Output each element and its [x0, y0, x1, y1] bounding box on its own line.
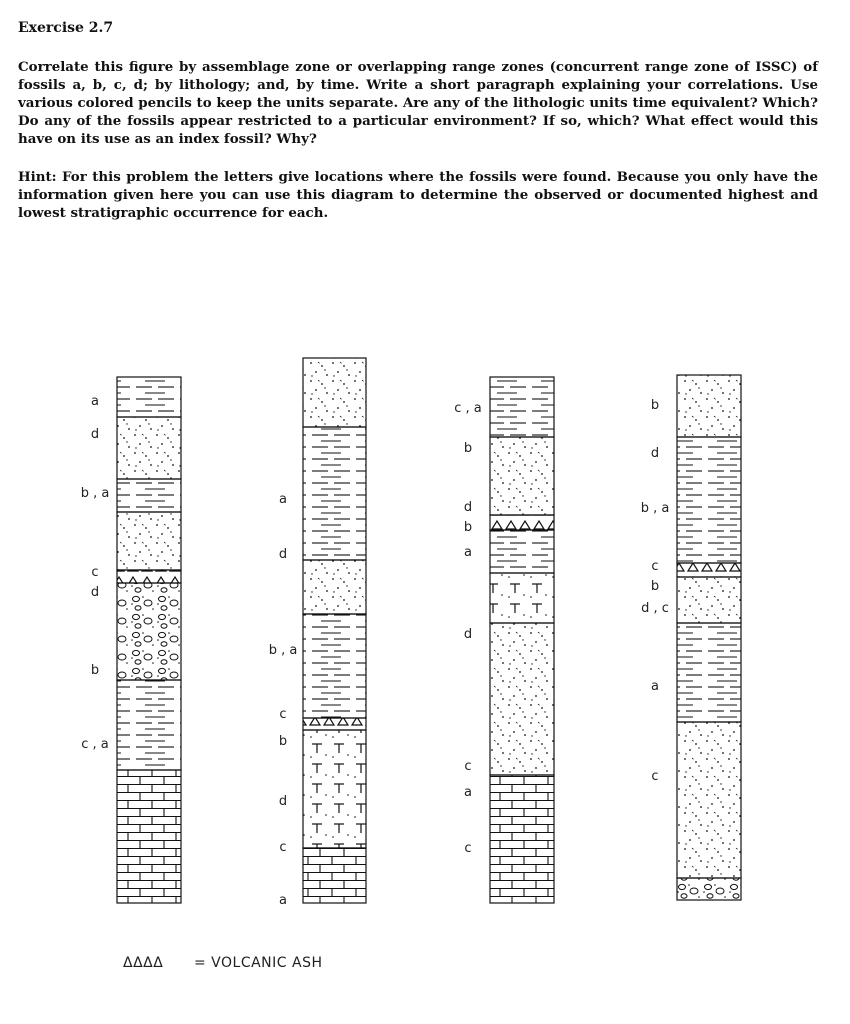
fossil-label: c — [651, 769, 659, 784]
lime-bed — [490, 775, 554, 903]
shale-bed — [117, 479, 181, 512]
ash-bed — [490, 515, 554, 530]
sand-bed — [677, 722, 741, 878]
exercise-title: Exercise 2.7 — [18, 20, 114, 36]
fossil-label: d — [650, 446, 660, 461]
stratigraphic-column-3 — [490, 377, 554, 903]
fossil-label: d , c — [641, 601, 669, 616]
fossil-bed — [490, 573, 554, 623]
fossil-label: d — [278, 794, 288, 809]
fossil-label: c — [464, 759, 472, 774]
legend-volcanic-ash-text: = VOLCANIC ASH — [194, 955, 323, 971]
fossil-label: a — [464, 545, 472, 560]
fossil-bed — [303, 730, 366, 848]
fossil-label: d — [278, 547, 288, 562]
fossil-label: d — [90, 427, 100, 442]
sand-bed — [490, 437, 554, 515]
fossil-label: b — [650, 579, 660, 594]
stratigraphic-column-2 — [303, 358, 366, 903]
fossil-label: b , a — [80, 486, 110, 501]
cong-bed — [677, 878, 741, 900]
shale-bed — [117, 680, 181, 770]
fossil-label: b , a — [268, 643, 298, 658]
stratigraphic-column-1 — [117, 377, 181, 903]
fossil-label: c — [464, 841, 472, 856]
fossil-label: d — [463, 500, 473, 515]
instructions-paragraph: Correlate this figure by assemblage zone or overlapping range zones (concurrent range zone of ISSC) of fossils a, b, c, d; by lithology; and, by time. Write a short paragraph explaining your correlations. Use various colored pencils to keep the units separate. Are any of the lithologic units time equivalent? Which? Do any of the fossils appear restricted to a particular environment? If so, which? What effect would this have on its use as an index fossil? Why? — [18, 59, 818, 147]
lime-bed — [303, 848, 366, 903]
shale-bed — [117, 377, 181, 417]
fossil-label: a — [279, 492, 287, 507]
fossil-label: d — [463, 627, 473, 642]
shale-bed — [303, 427, 366, 560]
fossil-label: b — [278, 734, 288, 749]
sand-bed — [303, 358, 366, 427]
ash-bed — [677, 563, 741, 577]
shale-bed — [490, 377, 554, 437]
fossil-label: c , a — [81, 737, 109, 752]
shale-bed — [490, 530, 554, 573]
sand-bed — [677, 577, 741, 623]
sand-bed — [117, 512, 181, 570]
lime-bed — [117, 770, 181, 903]
fossil-label: b — [650, 398, 660, 413]
shale-bed — [677, 437, 741, 563]
legend-ash-symbol: ΔΔΔΔ — [123, 955, 164, 971]
cong-bed — [117, 583, 181, 680]
sand-bed — [490, 623, 554, 775]
shale-bed — [303, 614, 366, 718]
fossil-label: c — [279, 707, 287, 722]
fossil-label: c , a — [454, 401, 482, 416]
sand-bed — [303, 560, 366, 614]
fossil-label: a — [651, 679, 659, 694]
hint-paragraph: Hint: For this problem the letters give locations where the fossils were found. Because you only have the information given here you can use this diagram to determine the observed or documented highest and lowest stratigraphic occurrence for each. — [18, 169, 818, 221]
sand-bed — [677, 375, 741, 437]
fossil-label: c — [91, 565, 99, 580]
fossil-label: d — [90, 585, 100, 600]
fossil-label: a — [279, 893, 287, 908]
fossil-label: c — [279, 840, 287, 855]
fossil-label: c — [651, 559, 659, 574]
ash-bed — [117, 570, 181, 583]
fossil-label: b — [463, 520, 473, 535]
fossil-label: b — [463, 441, 473, 456]
stratigraphic-column-4 — [677, 375, 741, 900]
sand-bed — [117, 417, 181, 479]
fossil-label: b , a — [640, 501, 670, 516]
shale-bed — [677, 623, 741, 722]
fossil-label: b — [90, 663, 100, 678]
fossil-label: a — [91, 394, 99, 409]
fossil-label: a — [464, 785, 472, 800]
ash-bed — [303, 718, 366, 730]
